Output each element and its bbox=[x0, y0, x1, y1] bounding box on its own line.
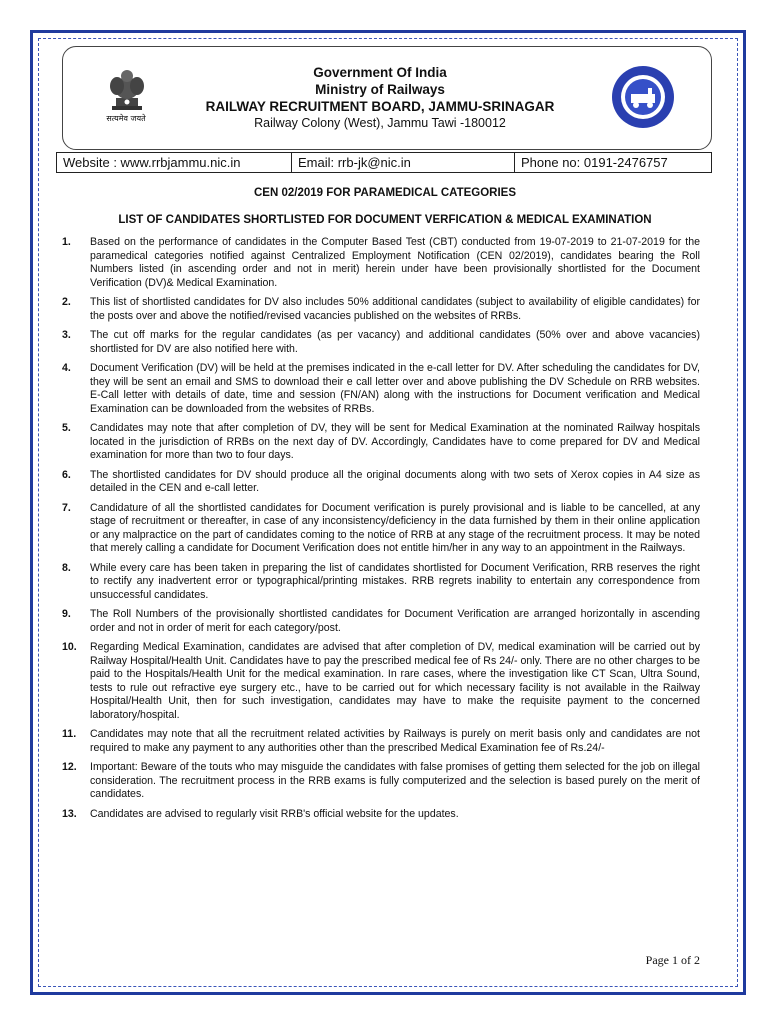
list-item: 5. Candidates may note that after completion of DV, they will be sent for Medical Examination at the nominated Railway hospitals located in the jurisdiction of RRBs on the next day of DV. Accordingly, Candidates have to come prepared for DV and Medical examination for more than two to four days. bbox=[62, 422, 700, 461]
list-item: 11. Candidates may note that all the recruitment related activities by Railways is purely on merit basis only and candidates are not required to make any payment to any authorities other than the prescribed Medical Examination fee of Rs.24/- bbox=[62, 728, 700, 754]
contact-phone: Phone no: 0191-2476757 bbox=[521, 155, 668, 170]
list-item: 1. Based on the performance of candidates in the Computer Based Test (CBT) conducted from 19-07-2019 to 21-07-2019 for the paramedical categories notified against Centralized Employment Notification (CEN 02/2019), candidates bearing the Roll Numbers listed (in ascending order and not in merit) herein under have been provisionally shortlisted for the Document Verification (DV)& Medical Examination. bbox=[62, 236, 700, 289]
notice-points bbox=[62, 236, 700, 827]
list-item: 8. While every care has been taken in preparing the list of candidates shortlisted for Document Verification, RRB reserves the right to rectify any inadvertent error or typographical/printing mistakes. RRB regrets inability to entertain any correspondence from unsuccessful candidates. bbox=[62, 561, 700, 601]
contact-website: Website : www.rrbjammu.nic.in bbox=[57, 153, 292, 172]
list-item: 7. Candidature of all the shortlisted candidates for Document verification is purely provisional and is liable to be cancelled, at any stage of recruitment or thereafter, in case of any inconsistency/deficiency in the data furnished by them in their online application or any malpractice on the part of candidates coming to the notice of RRB at any stage of the recruitment process. It may be noted that merely calling a candidate for Document Verification does not entitle him/her in any way to an appointment in the Railways. bbox=[62, 501, 700, 554]
contact-bar bbox=[56, 152, 712, 173]
notice-subtitle: LIST OF CANDIDATES SHORTLISTED FOR DOCUMENT VERFICATION & MEDICAL EXAMINATION bbox=[118, 214, 652, 226]
list-item: 2. This list of shortlisted candidates for DV also includes 50% additional candidates (subject to availability of eligible candidates) for the posts over and above the notified/revised vacancies published on the websites of RRBs. bbox=[62, 296, 700, 322]
page-number: Page 1 of 2 bbox=[645, 953, 700, 967]
header-address: Railway Colony (West), Jammu Tawi -180012 bbox=[254, 116, 506, 130]
header-ministry: Ministry of Railways bbox=[315, 82, 445, 97]
header-government: Government Of India bbox=[313, 65, 447, 80]
list-item: 6. The shortlisted candidates for DV should produce all the original documents along with two sets of Xerox copies in A4 size as detailed in the CEN and e-call letter. bbox=[62, 468, 700, 494]
list-item: 13. Candidates are advised to regularly visit RRB's official website for the updates. bbox=[62, 807, 459, 820]
indian-railways-logo-icon bbox=[610, 64, 676, 130]
list-item: 10. Regarding Medical Examination, candidates are advised that after completion of DV, medical examination will be carried out by Railway Hospital/Health Unit. Candidates have to pay the prescribed medical fee of Rs 24/- only. There are no other charges to be paid to the Hospitals/Health Unit for the medical examination. In rare cases, where the investigation like CT Scan, Ultra Sound, tests to rule out refractive eye surgery etc., have to be carried out for which necessary facility is not available in the Railway Hospital/Health Unit, then for such investigation, candidates may have to make the requisite payment to the concerned laboratory/hospital. bbox=[62, 641, 700, 721]
header-board: RAILWAY RECRUITMENT BOARD, JAMMU-SRINAGAR bbox=[205, 99, 555, 114]
emblem-motto: सत्यमेव जयते bbox=[106, 114, 146, 123]
list-item: 4. Document Verification (DV) will be held at the premises indicated in the e-call letter for DV. After scheduling the candidates for DV, they will be sent an email and SMS to download their e call letter over and above publishing the DV Schedule on RRB websites. E-Call letter with details of date, time and session (FN/AN) along with the instructions for Document verification and Medical Examination can be downloaded from the websites of RRBs. bbox=[62, 362, 700, 415]
list-item: 9. The Roll Numbers of the provisionally shortlisted candidates for Document Verification are arranged horizontally in ascending order and not in order of merit for each category/post. bbox=[62, 608, 700, 634]
notice-title: CEN 02/2019 FOR PARAMEDICAL CATEGORIES bbox=[254, 187, 516, 199]
list-item: 12. Important: Beware of the touts who may misguide the candidates with false promises of getting them selected for the job on illegal consideration. The recruitment process in the RRB exams is fully computerized and the selection is based purely on the merit of candidates. bbox=[62, 761, 700, 800]
list-item: 3. The cut off marks for the regular candidates (as per vacancy) and additional candidates (50% over and above vacancies) shortlisted for DV are also notified here with. bbox=[62, 329, 700, 355]
contact-email: Email: rrb-jk@nic.in bbox=[292, 153, 515, 172]
